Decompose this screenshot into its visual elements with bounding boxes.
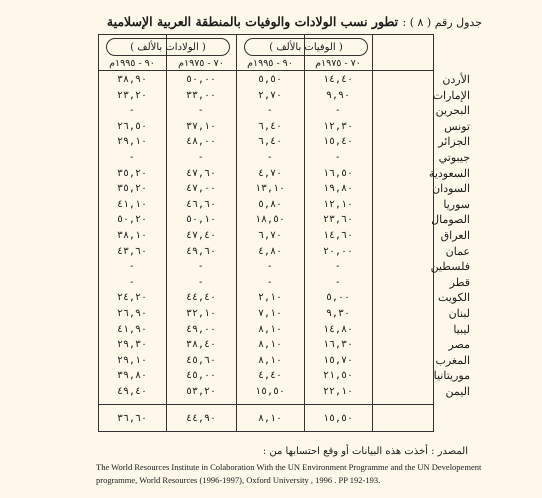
table-cell-d1: ٩,٩٠ xyxy=(325,89,351,101)
table-cell-d2: ٦,٧٠ xyxy=(257,230,283,241)
table-cell-b1: ٣٣,٠٠ xyxy=(185,89,217,101)
table-cell-b1: ٤٦,٦٠ xyxy=(185,198,217,210)
table-cell-b1: ٣٢,١٠ xyxy=(185,308,217,319)
table-cell-b1: ٤٧,٦٠ xyxy=(185,167,217,179)
country-name: ليبيا xyxy=(453,322,470,336)
table-cell-b1: ٤٥,٦٠ xyxy=(185,354,217,366)
table-cell-d2: ٥,٥٠ xyxy=(257,74,283,85)
table-cell-d2: ٦,٤٠ xyxy=(257,120,283,132)
table-cell-d2: ٤,٤٠ xyxy=(257,370,283,382)
table-cell-d2: - xyxy=(266,105,274,117)
table-cell-b1: ٤٥,٠٠ xyxy=(185,370,217,382)
table-cell-d2: ١٨,٥٠ xyxy=(254,214,286,226)
table-cell-b2: ٣٨,١٠ xyxy=(116,230,148,241)
table-cell-b2: - xyxy=(128,261,136,273)
title-text: تطور نسب الولادات والوفيات بالمنطقة العربية الإسلامية xyxy=(106,14,399,29)
table-cell-d1: ١٢,١٠ xyxy=(322,198,354,210)
table-cell-d1: ٢٠,٠٠ xyxy=(322,245,354,257)
source-arabic: المصدر : أخذت هذه البيانات أو وقع احتسابها من : xyxy=(262,446,468,457)
country-name: سوريا xyxy=(443,197,470,211)
deaths-p2-header: ٩٠ - ١٩٩٥م xyxy=(247,58,293,69)
table-cell-d1: - xyxy=(334,261,342,273)
country-name: السودان xyxy=(432,182,470,196)
table-cell-d2: ٢,٧٠ xyxy=(257,89,283,101)
table-cell-b1: - xyxy=(197,152,205,163)
deaths-p1-header: ٧٠ - ١٩٧٥م xyxy=(315,58,361,69)
table-cell-b1: ٤٧,٠٠ xyxy=(185,183,217,195)
table-cell-b2: ٢٦,٥٠ xyxy=(116,120,148,132)
table-cell-b2: ٣٩,٨٠ xyxy=(116,370,148,382)
country-name: فلسطين xyxy=(430,260,470,274)
source-english-line1: The World Resources Institute in Colaboration With the UN Environment Programme and the UN Developement xyxy=(96,462,482,472)
country-name: الإمارات xyxy=(432,88,470,102)
table-cell-d2: ٧,١٠ xyxy=(257,308,283,319)
total-deaths-p2: ٨,١٠ xyxy=(257,413,283,424)
total-births-p2: ٣٦,٦٠ xyxy=(116,413,148,424)
births-p2-header: ٩٠ - ١٩٩٥م xyxy=(109,58,155,69)
table-cell-b2: - xyxy=(128,152,136,163)
total-deaths-p1: ١٥,٥٠ xyxy=(322,413,354,424)
table-cell-d2: ١٣,١٠ xyxy=(254,183,286,195)
table-cell-d2: ٤,٨٠ xyxy=(257,245,283,257)
table-cell-d1: ٢٣,٦٠ xyxy=(322,214,354,226)
table-cell-d1: ١٤,٦٠ xyxy=(322,230,354,241)
total-rule xyxy=(98,404,434,405)
country-name: الجزائر xyxy=(438,135,470,149)
table-cell-b2: ٤١,١٠ xyxy=(116,198,148,210)
col-separator xyxy=(372,34,373,432)
table-cell-b2: ٥٠,٢٠ xyxy=(116,214,148,226)
table-cell-d2: ٨,١٠ xyxy=(257,339,283,351)
table-cell-b1: ٤٧,٤٠ xyxy=(185,230,217,241)
table-cell-b2: ٣٨,٩٠ xyxy=(116,74,148,85)
table-cell-b2: ٣٥,٢٠ xyxy=(116,183,148,195)
country-name: موريتانيا xyxy=(433,369,470,383)
table-cell-b2: ٢٩,٣٠ xyxy=(116,339,148,351)
table-cell-b2: ٢٤,٢٠ xyxy=(116,292,148,304)
table-label: جدول رقم ( ٨ ) : xyxy=(402,16,482,29)
table-cell-b2: ٢٩,١٠ xyxy=(116,136,148,148)
table-cell-b2: ٢٣,٢٠ xyxy=(116,89,148,101)
table-cell-d1: ١٦,٥٠ xyxy=(322,167,354,179)
country-name: الكويت xyxy=(437,291,470,305)
table-cell-b1: - xyxy=(197,261,205,273)
table-cell-d2: ٨,١٠ xyxy=(257,323,283,335)
table-cell-b1: ٣٧,١٠ xyxy=(185,120,217,132)
table-cell-d1: ٢٢,١٠ xyxy=(322,386,354,397)
country-name: الأردن xyxy=(442,73,470,86)
table-cell-b1: ٣٨,٤٠ xyxy=(185,339,217,351)
table-cell-d1: ٢١,٥٠ xyxy=(322,370,354,382)
table-cell-d1: - xyxy=(334,276,342,288)
table-cell-b1: - xyxy=(197,276,205,288)
table-cell-b1: ٥٠,١٠ xyxy=(185,214,217,226)
births-p1-header: ٧٠ - ١٩٧٥م xyxy=(178,58,224,69)
table-cell-b1: ٥٣,٢٠ xyxy=(185,386,217,397)
table-cell-d1: ١٤,٤٠ xyxy=(322,74,354,85)
table-cell-d1: ١٢,٣٠ xyxy=(322,120,354,132)
country-name: تونس xyxy=(444,119,470,133)
table-cell-d2: ٤,٧٠ xyxy=(257,167,283,179)
total-births-p1: ٤٤,٩٠ xyxy=(185,413,217,424)
country-name: الصومال xyxy=(431,213,470,227)
table-cell-b1: ٤٩,٠٠ xyxy=(185,323,217,335)
table-cell-d1: ١٩,٨٠ xyxy=(322,183,354,195)
table-cell-d2: - xyxy=(266,276,274,288)
country-name: المغرب xyxy=(435,353,470,367)
table-cell-d2: ٦,٤٠ xyxy=(257,136,283,148)
source-english-line2: programme, World Resources (1996-1997), Oxford University , 1996 . PP 192-193. xyxy=(96,475,381,485)
table-cell-d1: ١٥,٧٠ xyxy=(322,354,354,366)
country-name: عمان xyxy=(445,244,470,258)
table-cell-b2: ٣٥,٢٠ xyxy=(116,167,148,179)
table-cell-b2: - xyxy=(128,276,136,288)
country-name: اليمن xyxy=(445,385,470,398)
country-name: البحرين xyxy=(435,104,470,118)
country-name: السعودية xyxy=(428,166,470,180)
header-rule xyxy=(98,70,434,71)
country-name: لبنان xyxy=(448,307,470,320)
country-name: جيبوتي xyxy=(438,151,470,164)
table-cell-b1: ٤٨,٠٠ xyxy=(185,136,217,148)
country-name: العراق xyxy=(440,229,470,242)
deaths-group-header: ( الوفيات بالألف ) xyxy=(244,38,368,56)
table-cell-d1: - xyxy=(334,152,342,163)
table-cell-d2: ٨,١٠ xyxy=(257,354,283,366)
table-cell-b1: - xyxy=(197,105,205,117)
table-cell-d1: ١٦,٣٠ xyxy=(322,339,354,351)
country-name: قطر xyxy=(449,275,470,289)
table-cell-b2: ٢٩,١٠ xyxy=(116,354,148,366)
table-cell-d2: ٢,١٠ xyxy=(257,292,283,304)
table-cell-d1: - xyxy=(334,105,342,117)
table-cell-d1: ١٥,٤٠ xyxy=(322,136,354,148)
table-cell-d1: ٩,٣٠ xyxy=(325,308,351,319)
table-cell-b1: ٤٩,٦٠ xyxy=(185,245,217,257)
country-name: مصر xyxy=(448,338,470,352)
table-cell-d2: ٥,٨٠ xyxy=(257,198,283,210)
table-cell-d1: ٥,٠٠ xyxy=(325,292,351,304)
births-group-header: ( الولادات بالألف ) xyxy=(106,38,230,56)
table-cell-b2: ٤١,٩٠ xyxy=(116,323,148,335)
table-cell-b2: ٢٦,٩٠ xyxy=(116,308,148,319)
table-cell-d2: - xyxy=(266,152,274,163)
table-cell-b1: ٥٠,٠٠ xyxy=(185,74,217,85)
table-cell-d2: ١٥,٥٠ xyxy=(254,386,286,397)
table-title xyxy=(42,14,482,29)
table-cell-b1: ٤٤,٤٠ xyxy=(185,292,217,304)
table-cell-d2: - xyxy=(266,261,274,273)
table-cell-b2: - xyxy=(128,105,136,117)
table-cell-b2: ٤٣,٦٠ xyxy=(116,245,148,257)
table-cell-d1: ١٤,٨٠ xyxy=(322,323,354,335)
table-cell-b2: ٤٩,٤٠ xyxy=(116,386,148,397)
